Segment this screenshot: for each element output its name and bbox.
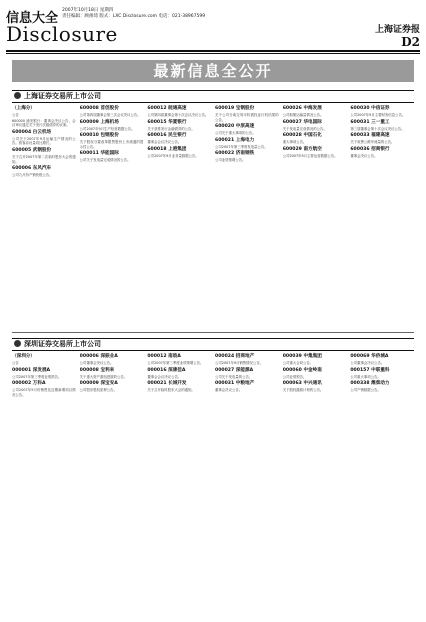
text-column [147, 352, 211, 614]
company-heading: 000012 南玻A [147, 354, 181, 359]
announcement-text: 公司船舶运输量情况公告。 [282, 113, 324, 117]
company-heading: 600031 三一重工 [350, 119, 390, 125]
company-heading: 000009 深宝安A [79, 381, 118, 387]
meta-line: 2007年10月18日 星期四 [62, 8, 114, 13]
text-column [12, 104, 76, 328]
announcement-text: 公司关于发电量完成情况的公告。 [79, 158, 131, 163]
company-heading: 000031 中粮地产 [215, 381, 255, 387]
logo-en: Disclosure [6, 22, 118, 46]
announcement-text: 关于发电量完成情况的公告。 [282, 126, 327, 131]
text-column [350, 104, 414, 328]
masthead-rule-thin [6, 53, 420, 54]
announcement-text: 公司产销数据公告。 [350, 388, 381, 393]
company-heading: 000060 中金岭南 [282, 367, 322, 373]
announcement-text: 公司2007年第三季度业绩预告。 [12, 374, 62, 379]
section-title: 上海证券交易所上市公司 [24, 92, 101, 100]
company-heading: 000016 深康佳A [147, 367, 186, 373]
announcement-text: 公司九月份产销快报公告。 [12, 173, 53, 178]
text-column [283, 352, 347, 614]
company-heading: 000039 中集集团 [282, 354, 322, 359]
company-heading: 600033 福建高速 [350, 133, 390, 139]
masthead-rule [6, 50, 420, 52]
announcement-text: 关于股权分置改革限售股份上市流通的提示性公告。 [79, 140, 144, 149]
announcement-text: 公司重大事项公告。 [350, 374, 381, 379]
company-heading: 600036 招商银行 [350, 146, 390, 152]
section-header-shenzhen [12, 338, 414, 351]
announcement-text: 公司关于重大事项的公告。 [215, 131, 256, 136]
announcement-text: 第三届董事会第十次会议决议公告。 [350, 126, 405, 131]
announcement-text: 公司2007年9月生产经营数据公告。 [79, 126, 135, 131]
company-heading: 000006 深振业A [79, 354, 118, 359]
company-heading: 600028 中国石化 [282, 133, 322, 139]
announcement-text: 董事会会议决议公告。 [147, 374, 182, 379]
company-heading: 600016 民生银行 [147, 133, 187, 139]
announcement-text: 公司2007年9月份销售及近期新增项目情况公告。 [12, 388, 76, 397]
company-heading: 600011 华能国际 [79, 151, 119, 157]
company-heading: 000338 潍柴动力 [350, 381, 390, 387]
company-heading: 000002 万科A [12, 381, 46, 387]
company-heading: 000069 华侨城A [350, 354, 389, 359]
announcement-text: 公司董事会决议公告。 [79, 361, 114, 365]
meta-line: 责任编辑：顾俊琦 版式：LXC Disclosure.com 电话：021-38967599 [62, 14, 206, 19]
announcement-text: 600000 浦发银行：董事会决议公告，会议审议通过关于发行次级债券的议案。 [12, 118, 76, 128]
text-column [215, 352, 279, 614]
company-heading: 600010 包钢股份 [79, 133, 119, 139]
bullet-icon [14, 340, 21, 347]
company-heading: 000008 宝利来 [79, 367, 115, 373]
company-heading: 600030 中信证券 [350, 106, 390, 111]
company-heading: 000063 中兴通讯 [282, 381, 322, 387]
bullet-icon [14, 92, 21, 99]
text-column [12, 352, 76, 614]
announcement-text: 公司董事会决议公告。 [350, 361, 385, 365]
section-title: 深圳证券交易所上市公司 [24, 340, 101, 348]
announcement-text: 公司2007年9月业务量数据公告。 [147, 153, 199, 158]
announcement-text: 公司第四届董事会第十次会议决议公告。 [147, 113, 209, 117]
company-heading: 600020 中原高速 [215, 124, 255, 130]
announcement-text: 公告 [12, 113, 19, 117]
announcement-text: 关于股权激励计划的公告。 [282, 388, 324, 393]
section-header-shanghai [12, 90, 414, 103]
announcement-text: 重大事项公告。 [282, 140, 307, 145]
masthead-meta [62, 8, 205, 20]
company-heading: 600021 上海电力 [215, 137, 255, 143]
announcement-text: 公司业绩预增公告。 [215, 158, 246, 163]
page-number: D2 [401, 35, 420, 49]
announcement-text: 公司重大合同公告。 [282, 361, 314, 365]
company-heading: 600004 白云机场 [12, 129, 52, 135]
company-heading: 600029 南方航空 [282, 146, 322, 152]
text-column [215, 104, 279, 328]
announcement-text: 公司2007年第三季度发电量公告。 [215, 144, 268, 149]
announcement-text: 关于重大资产重组进展的公告。 [79, 374, 128, 379]
announcement-text: 关于召开临时股东大会的通知。 [147, 388, 195, 393]
company-heading: 600008 首创股份 [79, 106, 119, 111]
company-heading: 000001 深发展A [12, 367, 51, 373]
text-column [350, 352, 414, 614]
announcement-text: 公司第四届董事会第三次会议决议公告。 [79, 113, 141, 117]
section-columns-shanghai [12, 104, 414, 328]
announcement-text: 公司2007年9月主要财务信息公告。 [350, 113, 406, 117]
announcement-text: 关于获准发行金融债券的公告。 [147, 126, 195, 131]
company-heading: 600005 武钢股份 [12, 147, 52, 153]
company-heading: 600027 华电国际 [282, 119, 322, 125]
company-heading: （深圳分） [12, 354, 35, 359]
announcement-text: 公司关于2007年9月运输生产情况的公告。旅客吞吐量同比增长。 [12, 136, 76, 146]
announcement-text: 公司2007年第三季度业绩预增公告。 [147, 361, 204, 365]
page-banner: 最新信息全公开 [12, 60, 414, 82]
company-heading: 600018 上港集团 [147, 146, 187, 152]
company-heading: 000027 深能源A [215, 367, 254, 373]
text-column [80, 352, 144, 614]
text-column [283, 104, 347, 328]
logo-cn: 信息大全 [6, 11, 59, 26]
section-columns-shenzhen [12, 352, 414, 614]
text-column [80, 104, 144, 328]
announcement-text: 关于公司分离交易可转债权证行权结果的公告。 [215, 113, 279, 122]
company-heading: 600022 济南钢铁 [215, 151, 255, 157]
announcement-text: 董事会会议决议公告。 [147, 140, 182, 145]
announcement-text: 董事会决议公告。 [350, 153, 378, 158]
company-heading: 600006 东风汽车 [12, 166, 52, 172]
company-heading: 600009 上海机场 [79, 119, 119, 125]
announcement-text: 公司2007年9月销售情况公告。 [215, 361, 264, 365]
announcement-text: 公司业绩预告。 [282, 374, 307, 379]
company-heading: 000024 招商地产 [215, 354, 255, 359]
company-heading: 600019 宝钢股份 [215, 106, 255, 111]
paper-name: 上海证券报 [374, 25, 420, 35]
section-divider [12, 332, 414, 333]
company-heading: 000021 长城开发 [147, 381, 187, 387]
announcement-text: 公司关于发电量的公告。 [215, 374, 253, 379]
company-heading: 600026 中海发展 [282, 106, 322, 111]
text-column [147, 104, 211, 328]
announcement-text: 公告 [12, 361, 19, 365]
announcement-text: 关于召开2007年第二次临时股东大会的通知。 [12, 154, 76, 164]
company-heading: （上海分） [12, 106, 35, 111]
announcement-text: 公司股东股权质押公告。 [79, 388, 117, 393]
company-heading: 600015 华夏银行 [147, 119, 187, 125]
masthead [6, 6, 420, 50]
announcement-text: 董事会决议公告。 [215, 388, 243, 393]
announcement-text: 关于收费公路车流量的公告。 [350, 140, 395, 145]
company-heading: 600012 皖通高速 [147, 106, 187, 111]
announcement-text: 公司2007年9月主要运营数据公告。 [282, 153, 338, 158]
company-heading: 000157 中联重科 [350, 367, 390, 373]
